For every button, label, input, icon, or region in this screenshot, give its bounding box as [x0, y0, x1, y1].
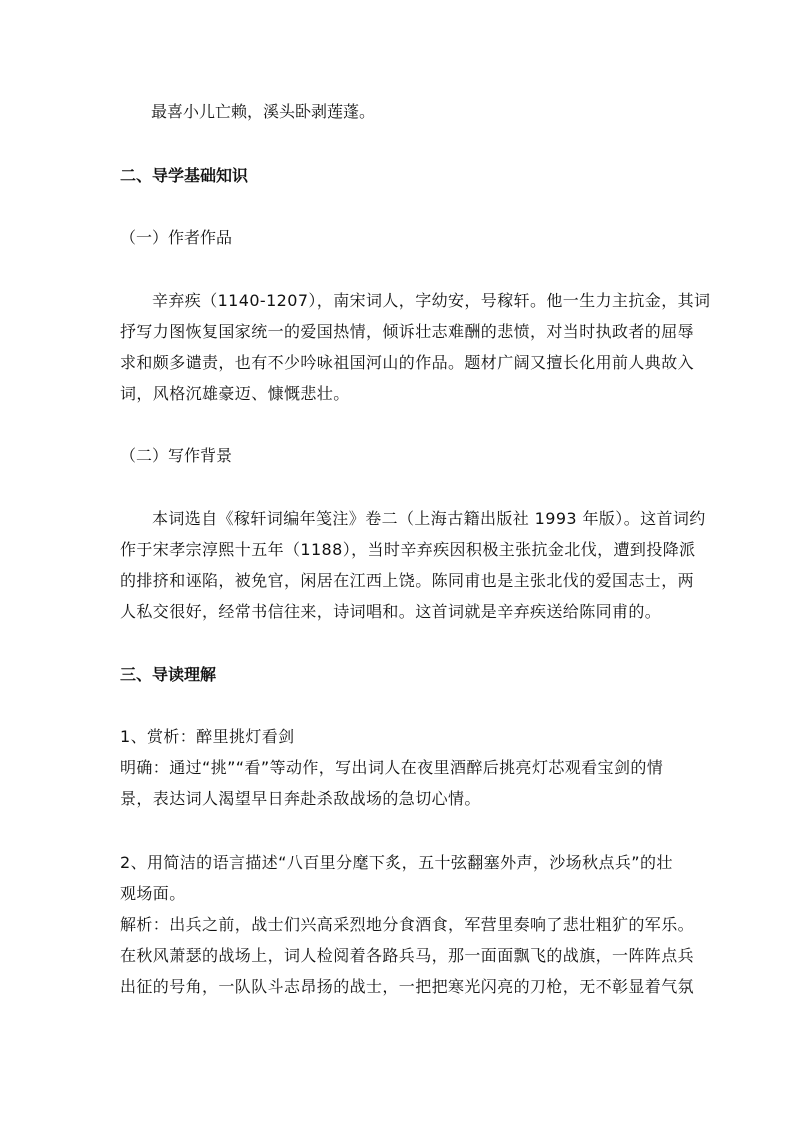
question-1-title: 1、赏析：醉里挑灯看剑 — [120, 727, 295, 746]
question-1-block — [120, 721, 676, 814]
question-2-title: 2、用简洁的语言描述“八百里分麾下炙，五十弦翻塞外声，沙场秋点兵”的壮 — [120, 853, 673, 872]
paragraph-line: 辛弃疾（1140-1207），南宋词人，字幼安，号稼轩。他一生力主抗金，其词 — [152, 291, 711, 310]
background-paragraph — [120, 503, 706, 627]
paragraph-line: 求和颇多谴责，也有不少吟咏祖国河山的作品。题材广阔又擅长化用前人典故入 — [120, 353, 695, 372]
paragraph-line: 抒写力图恢复国家统一的爱国热情，倾诉壮志难酬的悲愤，对当时执政者的屈辱 — [120, 322, 695, 341]
answer-line: 出征的号角，一队队斗志昂扬的战士，一把把寒光闪亮的刀枪，无不彰显着气氛 — [120, 977, 695, 996]
subheading-background: （二）写作背景 — [120, 446, 233, 465]
section-heading-reading: 三、导读理解 — [120, 665, 217, 684]
answer-line: 在秋风萧瑟的战场上，词人检阅着各路兵马，那一面面飘飞的战旗，一阵阵点兵 — [120, 946, 695, 965]
paragraph-line: 人私交很好，经常书信往来，诗词唱和。这首词就是辛弃疾送给陈同甫的。 — [120, 602, 662, 621]
author-paragraph — [120, 285, 711, 409]
paragraph-line: 本词选自《稼轩词编年笺注》卷二（上海古籍出版社 1993 年版）。这首词约 — [152, 509, 706, 528]
poem-line: 最喜小儿亡赖，溪头卧剥莲蓬。 — [151, 102, 376, 121]
question-2-block — [120, 847, 695, 1002]
section-heading-basics: 二、导学基础知识 — [120, 166, 249, 185]
paragraph-line: 作于宋孝宗淳熙十五年（1188），当时辛弃疾因积极主张抗金北伐，遭到投降派 — [120, 540, 696, 559]
paragraph-line: 词，风格沉雄豪迈、慷慨悲壮。 — [120, 384, 350, 403]
subheading-author-works: （一）作者作品 — [120, 228, 233, 247]
question-2-title-cont: 观场面。 — [120, 884, 186, 903]
answer-line: 解析：出兵之前，战士们兴高采烈地分食酒食，军营里奏响了悲壮粗犷的军乐。 — [120, 915, 695, 934]
answer-line: 景，表达词人渴望早日奔赴杀敌战场的急切心情。 — [120, 789, 481, 808]
paragraph-line: 的排挤和诬陷，被免官，闲居在江西上饶。陈同甫也是主张北伐的爱国志士，两 — [120, 571, 695, 590]
answer-line: 明确：通过“挑”“看”等动作，写出词人在夜里酒醉后挑亮灯芯观看宝剑的情 — [120, 758, 664, 777]
